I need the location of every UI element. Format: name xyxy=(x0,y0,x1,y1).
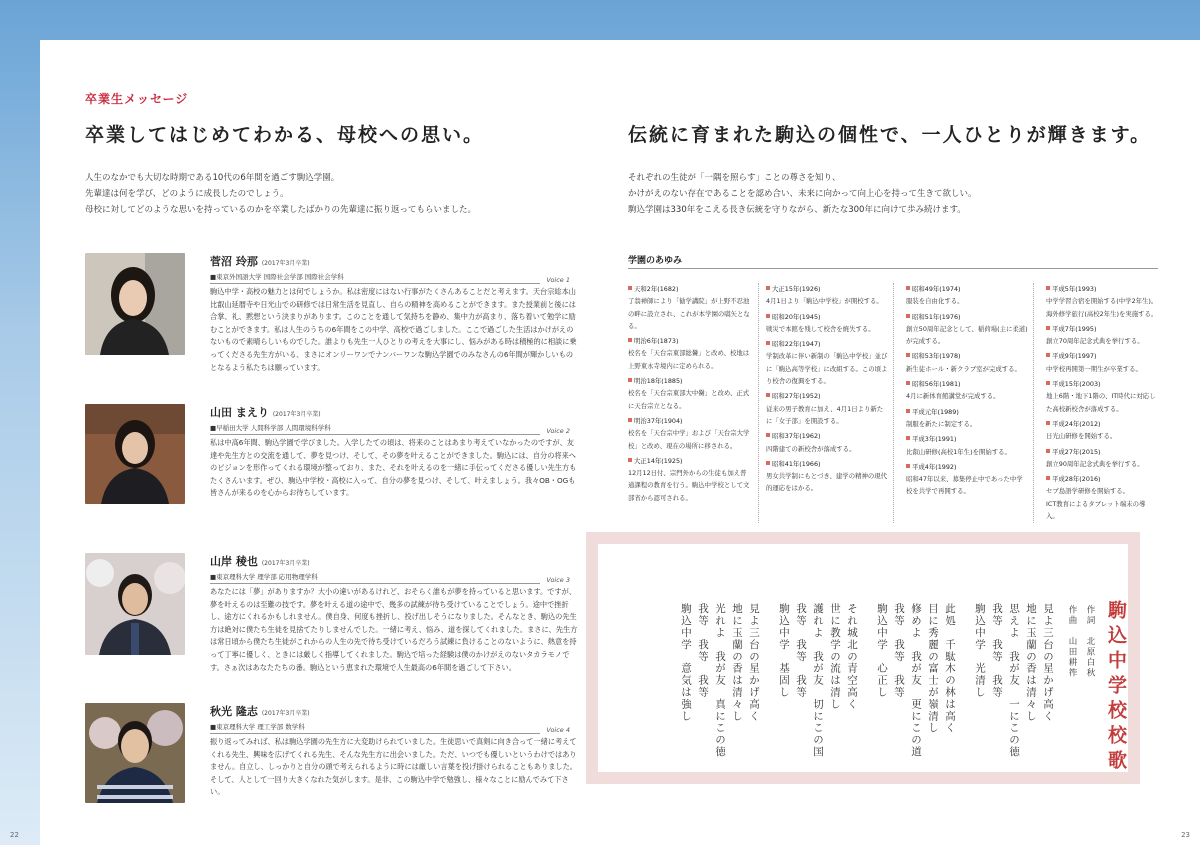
history-era: 平成4年(1992) xyxy=(906,461,1028,473)
history-era: 昭和37年(1962) xyxy=(766,430,888,442)
alumni-name: 山田 まえり xyxy=(210,406,269,419)
history-era: 昭和49年(1974) xyxy=(906,283,1028,295)
history-event: 4月に新体育館講堂が完成する。 xyxy=(906,392,1000,401)
history-event: セブ島語学研修を開始する。 xyxy=(1046,487,1130,496)
song-line: 駒込中学 基固し xyxy=(778,603,790,699)
alumni-school: ■東京理科大学 理工学部 数学科 xyxy=(210,723,305,731)
alumni-school: ■東京外国語大学 国際社会学部 国際社会学科 xyxy=(210,273,344,281)
history-event: 男女共学制にもとづき、建学の精神の現代的運応をはかる。 xyxy=(766,472,888,493)
history-event: 昭和47年以来、募集停止中であった中学校を共学で再開する。 xyxy=(906,475,1023,496)
history-event: 比叡山研修(高校1年生)を開始する。 xyxy=(906,447,1011,456)
alumni-school: ■東京理科大学 理学部 応用物理学科 xyxy=(210,573,318,581)
column-divider xyxy=(893,283,894,523)
song-line: 護れよ 我が友 切にこの国 xyxy=(812,603,824,758)
right-page-title: 伝統に育まれた駒込の個性で、一人ひとりが輝きます。 xyxy=(628,124,1152,146)
history-column xyxy=(628,280,752,504)
history-era: 平成24年(2012) xyxy=(1046,418,1158,430)
alumni-name: 菅沼 玲那 xyxy=(210,255,258,268)
history-event: ICT教育によるタブレット端末の導入。 xyxy=(1046,499,1146,521)
history-event: 制服を新たに制定する。 xyxy=(906,419,977,428)
history-event: 12月12日付、宗門外からの生徒も加え普通課程の教育を行う。駒込中学校として文部省から認可される。 xyxy=(628,469,750,502)
song-line: 我等 我等 我等 xyxy=(991,603,1003,699)
history-event: 校名を「天台宗中学」および「天台宗大学校」と改め、現在の場所に移される。 xyxy=(628,429,750,450)
alumni-photo xyxy=(85,553,185,655)
history-era: 大正15年(1926) xyxy=(766,283,888,295)
page-number-right: 23 xyxy=(1181,831,1190,839)
intro-line: 駒込学園は330年をこえる長き伝統を守りながら、新たな300年に向けて歩み続けます。 xyxy=(628,205,966,215)
alumni-year: (2017年3月卒業) xyxy=(261,560,310,567)
voice-label: Voice 2 xyxy=(546,427,570,435)
history-event: 中学校再開第一期生が卒業する。 xyxy=(1046,364,1142,373)
song-line: 光れよ 我が友 真にこの徳 xyxy=(714,603,726,758)
voice-label: Voice 4 xyxy=(546,726,570,734)
song-line: 目に秀麗の富士が嶺清し xyxy=(927,603,939,734)
history-era: 平成5年(1993) xyxy=(1046,283,1158,295)
history-event: 了翁禅師により「勧学講院」が上野不忍池の畔に設立され、これが本学園の嚆矢となる。 xyxy=(628,297,750,330)
alumni-message: 私は中高6年間、駒込学園で学びました。入学したての頃は、将来のことはあまり考えていなかったのですが、友達や先生方との交流を通して、夢を見つけ、そして、その夢を叶えることができました。駒込には、自分の将来へのビジョンを形作ってくれる環境が整っており、また、それを叶えるのを一緒に手伝ってくださる優しい先生方もたくさんいます。ぜひ、駒込中学校・高校に入って、自分の夢を見つけ、そして、叶えましょう。我々OB・OGも皆さんが来るのを心からお待ちしています。 xyxy=(210,438,577,498)
alumni-header xyxy=(210,703,310,731)
history-event: 校名を「天台宗東部総黌」と改め、校地は上野東永寺境内に定められる。 xyxy=(628,349,750,370)
history-column xyxy=(1046,280,1158,522)
history-era: 大正14年(1925) xyxy=(628,455,752,467)
song-line: 見よ三台の星かげ高く xyxy=(1042,603,1054,722)
history-era: 平成27年(2015) xyxy=(1046,446,1158,458)
history-event: 新生徒ホール・新クラブ室が完成する。 xyxy=(906,364,1021,373)
history-event: 日光山研修を開始する。 xyxy=(1046,432,1117,441)
section-label: 卒業生メッセージ xyxy=(85,92,189,106)
history-era: 昭和51年(1976) xyxy=(906,311,1028,323)
song-line: それ城北の青空高く xyxy=(846,603,858,711)
history-event: 服装を自由化する。 xyxy=(906,297,964,306)
history-era: 昭和53年(1978) xyxy=(906,350,1028,362)
alumni-school: ■早稲田大学 人間科学部 人間環境科学科 xyxy=(210,424,331,432)
alumni-year: (2017年3月卒業) xyxy=(261,260,310,267)
song-line: 見よ三台の星かげ高く xyxy=(748,603,760,722)
history-event: 学制改革に伴い新制の「駒込中学校」並びに「駒込高等学校」に改組する。この頃より校舎の復興をする。 xyxy=(766,352,888,386)
alumni-name: 山岸 稜也 xyxy=(210,555,258,568)
right-intro xyxy=(628,170,977,218)
voice-label: Voice 1 xyxy=(546,276,570,284)
history-era: 昭和41年(1966) xyxy=(766,458,888,470)
voice-label: Voice 3 xyxy=(546,576,570,584)
song-composer: 作曲 山田耕筰 xyxy=(1067,605,1077,679)
history-era: 昭和27年(1952) xyxy=(766,390,888,402)
history-era: 平成9年(1997) xyxy=(1046,350,1158,362)
song-line: 駒込中学 光清し xyxy=(974,603,986,699)
alumni-message: 駒込中学・高校の魅力とは何でしょうか。私は密度にはない行事がたくさんあることだと考えます。天台宗総本山比叡山延暦寺や日光山での研修では日常生活を見直し、自らの精神を高めることができます。また授業前と後には合掌、礼、黙想という決まりがあります。このことを通して気持ちを静め、集中力が高まり、落ち着いて勉学に励むことができます。私は人生のうちの6年間をこの中学、高校で過ごしました。ここで過ごした生活はかけがえのないもので素晴らしいものでした。誰よりも先生一人ひとりの考えを大事にし、悩みがある時は積極的に相談に乗ってくださる先生方がいる、まさにオンリーワンでナンバーワンな駒込学園でのみなさんの6年間が輝かしいものとなるよう私たちは願っています。 xyxy=(210,287,577,372)
song-line: 此処 千駄木の林は高く xyxy=(944,603,956,734)
history-era: 明治6年(1873) xyxy=(628,335,752,347)
history-event: 創立50周年記念として、稲荷場(主に柔道)が完成する。 xyxy=(906,324,1028,346)
song-line: 我等 我等 我等 xyxy=(893,603,905,699)
history-event: 校名を「天台宗東部大中黌」と改め、正式に天台宗立となる。 xyxy=(628,389,750,410)
school-song-panel xyxy=(586,532,1140,784)
left-intro xyxy=(85,170,476,218)
history-column xyxy=(906,280,1028,498)
history-era: 天和2年(1682) xyxy=(628,283,752,295)
voice-divider xyxy=(210,583,540,584)
intro-line: 人生のなかでも大切な時期である10代の6年間を過ごす駒込学園。 xyxy=(85,173,340,183)
history-era: 昭和56年(1981) xyxy=(906,378,1028,390)
history-era: 明治18年(1885) xyxy=(628,375,752,387)
history-event: 四階建ての新校舎が落成する。 xyxy=(766,444,856,453)
history-event: 創立70周年記念式典を挙行する。 xyxy=(1046,337,1144,346)
history-title: 学園のあゆみ xyxy=(628,256,683,266)
alumni-photo xyxy=(85,404,185,504)
alumni-year: (2017年3月卒業) xyxy=(272,411,321,418)
history-event: 地上6階・地下1階の、IT時代に対応した高校新校舎が落成する。 xyxy=(1046,392,1156,413)
alumni-photo xyxy=(85,253,185,355)
alumni-header xyxy=(210,404,331,432)
intro-line: かけがえのない存在であることを認め合い、未来に向かって向上心を持って生きて欲しい。 xyxy=(628,189,977,199)
history-event: 海外修学旅行(高校2年生)を実施する。 xyxy=(1046,309,1158,318)
intro-line: 先輩達は何を学び、どのように成長したのでしょう。 xyxy=(85,189,289,199)
song-line: 駒込中学 意気は強し xyxy=(680,603,692,722)
intro-line: それぞれの生徒が「一隅を照らす」ことの尊さを知り、 xyxy=(628,173,841,183)
voice-divider xyxy=(210,733,540,734)
history-era: 明治37年(1904) xyxy=(628,415,752,427)
history-event: 従来の男子教育に加え、4月1日より新たに「女子部」を開設する。 xyxy=(766,404,884,425)
history-event: 中学学習合宿を開始する(中学2年生)。 xyxy=(1046,297,1158,306)
alumni-message: 振り返ってみれば、私は駒込学園の先生方に大変助けられていました。生徒思いで真剣に向き合って一緒に考えてくれる先生、興味を広げてくれる先生、そんな先生方に出会いました。ただ、いつでも優しいというわけではありません。自立し、しっかりと自分の頭で考えられるように時には厳しい言葉を投げ掛けられることもありました。そして、人として一回り大きくなれた気がします。是非、この駒込中学で勉強し、様々なことに励んでみて下さい。 xyxy=(210,737,577,797)
song-line: 修めよ 我が友 更にこの道 xyxy=(910,603,922,758)
history-column xyxy=(766,280,888,495)
voice-divider xyxy=(210,283,540,284)
alumni-name: 秋光 隆志 xyxy=(210,705,258,718)
history-era: 平成元年(1989) xyxy=(906,406,1028,418)
history-event: 4月1日より「駒込中学校」が開校する。 xyxy=(766,297,883,306)
song-line: 我等 我等 我等 xyxy=(697,603,709,699)
song-title: 駒込中学校校歌 xyxy=(1105,600,1127,775)
song-line: 地に玉蘭の香は清々し xyxy=(1025,603,1037,722)
intro-line: 母校に対してどのような思いを持っているのかを卒業したばかりの先輩達に振り返ってもらいました。 xyxy=(85,205,477,215)
alumni-message: あなたには「夢」がありますか？大小の違いがあるけれど、おそらく誰もが夢を持っていると思います。ですが、夢を叶えるのは至難の技です。夢を叶える道の途中で、幾多の試練が待ち受けていることでしょう。途中で挫折し、途方にくれるかもしれません。僕自身、何度も挫折し、投げ出しそうになりました。そんなとき、駒込の先生方は絶対に僕たち生徒を見捨てたりしませんでした。一緒に考え、悩み、道を探してくれました。まさに、先生方は常日頃から僕たち生徒がこれからの人生の先で待ち受けているだろう試練に負けることのないように、熱意を持って丁寧に優しく、ときには厳しく指導してくれました。駒込で培った経験は僕のかけがえのないタカラモノです。さぁ次はあなたたちの番。駒込という恵まれた環境で人生最高の6年間を過ごして下さい。 xyxy=(210,587,578,672)
history-event: 創立90周年記念式典を挙行する。 xyxy=(1046,459,1144,468)
history-era: 昭和22年(1947) xyxy=(766,338,888,350)
song-line: 地に玉蘭の香は清々し xyxy=(731,603,743,722)
alumni-photo xyxy=(85,703,185,803)
column-divider xyxy=(758,283,759,523)
alumni-header xyxy=(210,253,344,281)
voice-divider xyxy=(210,434,540,435)
history-event: 戦災で本館を残して校舎を焼失する。 xyxy=(766,324,875,333)
song-line: 駒込中学 心正し xyxy=(876,603,888,699)
alumni-header xyxy=(210,553,318,581)
left-page-title: 卒業してはじめてわかる、母校への思い。 xyxy=(85,124,485,146)
page-number-left: 22 xyxy=(10,831,19,839)
history-era: 平成3年(1991) xyxy=(906,433,1028,445)
song-line: 思えよ 我が友 一にこの徳 xyxy=(1008,603,1020,758)
song-lyricist: 作詞 北原白秋 xyxy=(1085,605,1095,679)
song-line: 我等 我等 我等 xyxy=(795,603,807,699)
history-era: 平成7年(1995) xyxy=(1046,323,1158,335)
alumni-year: (2017年3月卒業) xyxy=(261,710,310,717)
history-era: 平成15年(2003) xyxy=(1046,378,1158,390)
column-divider xyxy=(1033,283,1034,523)
history-rule xyxy=(628,268,1158,269)
song-line: 世に教学の流は清し xyxy=(829,603,841,711)
history-era: 昭和20年(1945) xyxy=(766,311,888,323)
history-era: 平成28年(2016) xyxy=(1046,473,1158,485)
